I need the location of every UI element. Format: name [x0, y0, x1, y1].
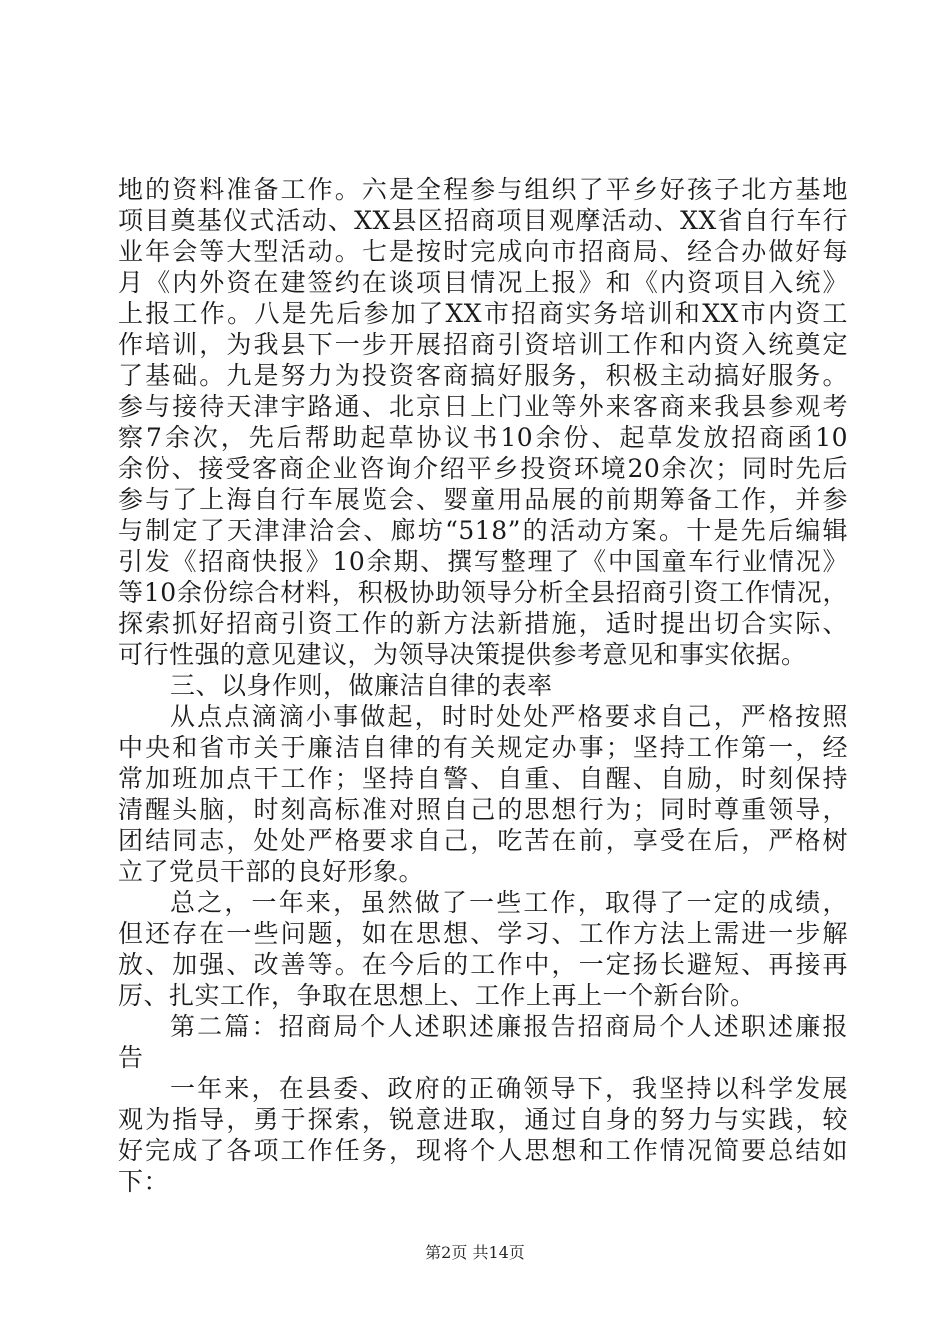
text-line: 探索抓好招商引资工作的新方法新措施，适时提出切合实际、	[118, 609, 848, 638]
text-line: 作培训，为我县下一步开展招商引资培训工作和内资入统奠定	[118, 330, 848, 359]
text-line: 中央和省市关于廉洁自律的有关规定办事；坚持工作第一，经	[118, 733, 848, 762]
section-heading: 告	[118, 1043, 144, 1072]
text-line: 业年会等大型活动。七是按时完成向市招商局、经合办做好每	[118, 237, 848, 266]
text-line: 引发《招商快报》10余期、撰写整理了《中国童车行业情况》	[118, 547, 848, 576]
text-line: 常加班加点干工作；坚持自警、自重、自醒、自励，时刻保持	[118, 764, 848, 793]
document-body	[118, 174, 848, 1197]
text-line: 等10余份综合材料，积极协助领导分析全县招商引资工作情况，	[118, 578, 848, 607]
text-line: 总之，一年来，虽然做了一些工作，取得了一定的成绩，	[170, 888, 848, 917]
text-line: 观为指导，勇于探索，锐意进取，通过自身的努力与实践，较	[118, 1105, 848, 1134]
text-line: 月《内外资在建签约在谈项目情况上报》和《内资项目入统》	[118, 268, 848, 297]
text-line: 立了党员干部的良好形象。	[118, 857, 425, 886]
text-line: 余份、接受客商企业咨询介绍平乡投资环境20余次；同时先后	[118, 454, 848, 483]
text-line: 一年来，在县委、政府的正确领导下，我坚持以科学发展	[170, 1074, 848, 1103]
section-heading: 第二篇：招商局个人述职述廉报告招商局个人述职述廉报	[170, 1012, 848, 1041]
text-line: 可行性强的意见建议，为领导决策提供参考意见和事实依据。	[118, 640, 807, 669]
text-line: 从点点滴滴小事做起，时时处处严格要求自己，严格按照	[170, 702, 848, 731]
text-line: 厉、扎实工作，争取在思想上、工作上再上一个新台阶。	[118, 981, 756, 1010]
page-number-footer: 第2页 共14页	[425, 1243, 525, 1262]
text-line: 地的资料准备工作。六是全程参与组织了平乡好孩子北方基地	[118, 175, 848, 204]
text-line: 好完成了各项工作任务，现将个人思想和工作情况简要总结如	[118, 1136, 848, 1165]
text-line: 但还存在一些问题，如在思想、学习、工作方法上需进一步解	[118, 919, 848, 948]
text-line: 项目奠基仪式活动、XX县区招商项目观摩活动、XX省自行车行	[118, 206, 848, 235]
text-line: 察7余次，先后帮助起草协议书10余份、起草发放招商函10	[118, 423, 848, 452]
text-line: 清醒头脑，时刻高标准对照自己的思想行为；同时尊重领导，	[118, 795, 848, 824]
text-line: 参与接待天津宇路通、北京日上门业等外来客商来我县参观考	[118, 392, 848, 421]
text-line: 放、加强、改善等。在今后的工作中，一定扬长避短、再接再	[118, 950, 848, 979]
text-line: 参与了上海自行车展览会、婴童用品展的前期筹备工作，并参	[118, 485, 848, 514]
text-line: 下：	[118, 1167, 170, 1196]
text-line: 与制定了天津津洽会、廊坊“518”的活动方案。十是先后编辑	[118, 516, 848, 545]
text-line: 上报工作。八是先后参加了XX市招商实务培训和XX市内资工	[118, 299, 848, 328]
section-heading: 三、以身作则，做廉洁自律的表率	[170, 671, 553, 700]
text-line: 了基础。九是努力为投资客商搞好服务，积极主动搞好服务。	[118, 361, 848, 390]
text-line: 团结同志，处处严格要求自己，吃苦在前，享受在后，严格树	[118, 826, 848, 855]
